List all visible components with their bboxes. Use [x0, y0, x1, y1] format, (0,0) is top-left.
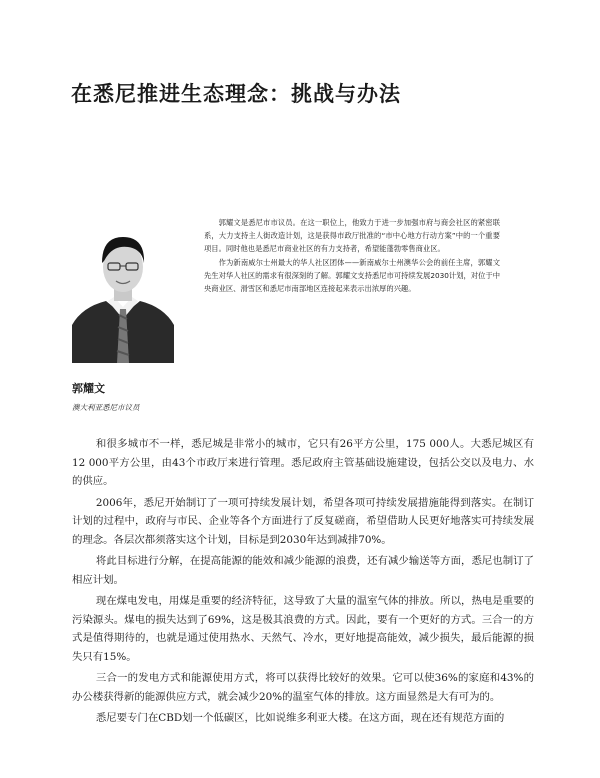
author-bio: [204, 217, 500, 296]
body-paragraph: 现在煤电发电，用煤是重要的经济特征，这导致了大量的温室气体的排放。所以，热电是重要的污染源头。煤电的损失达到了69%，这是极其浪费的方式。因此，要有一个更好的方式。三合一的方式是值得期待的，也就是通过使用热水、天然气、冷水，更好地提高能效，减少损失，最后能源的损失只有15%。: [72, 595, 534, 663]
author-portrait-image: [72, 215, 174, 363]
bio-paragraph: 郭耀文是悉尼市市议员。在这一职位上，他致力于进一步加强市府与商会社区的紧密联系，大力支持主人街改造计划，这是获得市政厅批准的“市中心地方行动方案”中的一个重要项目。同时他也是悉尼市商业社区的有力支持者，希望能蓬勃零售商业区。: [204, 218, 500, 253]
author-role: 澳大利亚悉尼市议员: [72, 403, 140, 412]
body-paragraph: 2006年，悉尼开始制订了一项可持续发展计划，希望各项可持续发展措施能得到落实。在制订计划的过程中，政府与市民、企业等各个方面进行了反复磋商，希望借助人民更好地落实可持续发展的理念。各层次都须落实这个计划，目标是到2030年达到减排70%。: [72, 496, 534, 546]
author-photo: [72, 215, 174, 363]
body-paragraph: 和很多城市不一样，悉尼城是非常小的城市，它只有26平方公里，175 000人。大悉尼城区有12 000平方公里，由43个市政厅来进行管理。悉尼政府主管基础设施建设，包括公交以及电力、水的供应。: [72, 438, 534, 487]
article-body: [72, 435, 534, 731]
bio-paragraph: 作为新南威尔士州最大的华人社区团体——新南威尔士州澳华公会的前任主席，郭耀文先生对华人社区的需求有很深刻的了解。郭耀文支持悉尼市可持续发展2030计划，对位于中央商业区、滑雪区和悉尼市南部地区连接起来表示出浓厚的兴趣。: [204, 257, 500, 293]
body-paragraph: 悉尼要专门在CBD划一个低碳区，比如说维多利亚大楼。在这方面，现在还有规范方面的: [95, 712, 505, 724]
author-name: 郭耀文: [72, 382, 105, 395]
article-title: 在悉尼推进生态理念：挑战与办法: [71, 81, 401, 106]
body-paragraph: 三合一的发电方式和能源使用方式，将可以获得比较好的效果。它可以使36%的家庭和43%的办公楼获得新的能源供应方式，就会减少20%的温室气体的排放。这方面显然是大有可为的。: [72, 672, 534, 703]
body-paragraph: 将此目标进行分解，在提高能源的能效和减少能源的浪费，还有减少输送等方面，悉尼也制订了相应计划。: [72, 555, 534, 586]
